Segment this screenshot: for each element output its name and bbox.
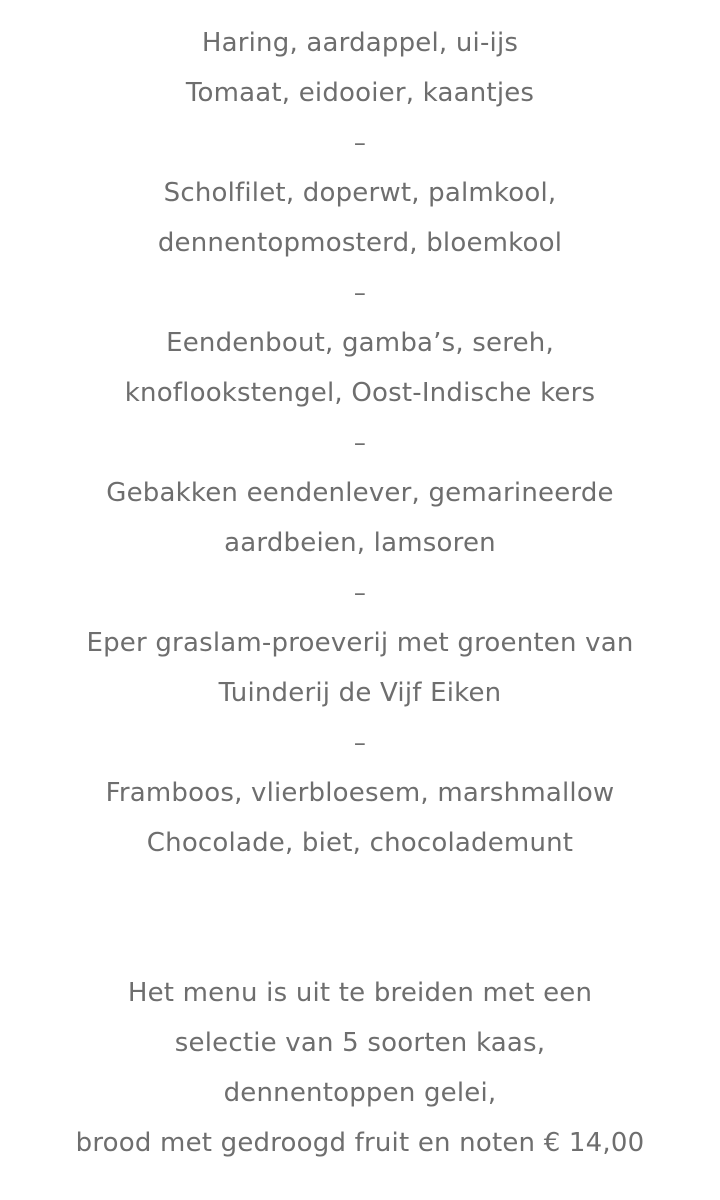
course-6-line-2: Chocolade, biet, chocolademunt xyxy=(146,828,574,858)
course-separator: – xyxy=(353,429,367,457)
cheese-note-price-line: brood met gedroogd fruit en noten € 14,00 xyxy=(75,1128,645,1158)
course-separator: – xyxy=(353,579,367,607)
course-6-line-1: Framboos, vlierbloesem, marshmallow xyxy=(105,778,615,808)
course-3-line-1: Eendenbout, gamba’s, sereh, xyxy=(166,328,554,358)
course-1-line-1: Haring, aardappel, ui-ijs xyxy=(201,28,519,58)
cheese-note-line-3: dennentoppen gelei, xyxy=(223,1078,497,1108)
course-3-line-2: knoflookstengel, Oost-Indische kers xyxy=(124,378,596,408)
course-separator: – xyxy=(353,729,367,757)
course-separator: – xyxy=(353,279,367,307)
course-2-line-2: dennentopmosterd, bloemkool xyxy=(157,228,563,258)
course-4-line-2: aardbeien, lamsoren xyxy=(224,528,496,558)
cheese-note-line-2: selectie van 5 soorten kaas, xyxy=(174,1028,546,1058)
course-1-line-2: Tomaat, eidooier, kaantjes xyxy=(185,78,535,108)
cheese-note-line-1: Het menu is uit te breiden met een xyxy=(127,978,593,1008)
course-5-line-2: Tuinderij de Vijf Eiken xyxy=(218,678,502,708)
course-2-line-1: Scholfilet, doperwt, palmkool, xyxy=(163,178,557,208)
course-separator: – xyxy=(353,129,367,157)
course-4-line-1: Gebakken eendenlever, gemarineerde xyxy=(106,478,614,508)
course-5-line-1: Eper graslam-proeverij met groenten van xyxy=(86,628,634,658)
